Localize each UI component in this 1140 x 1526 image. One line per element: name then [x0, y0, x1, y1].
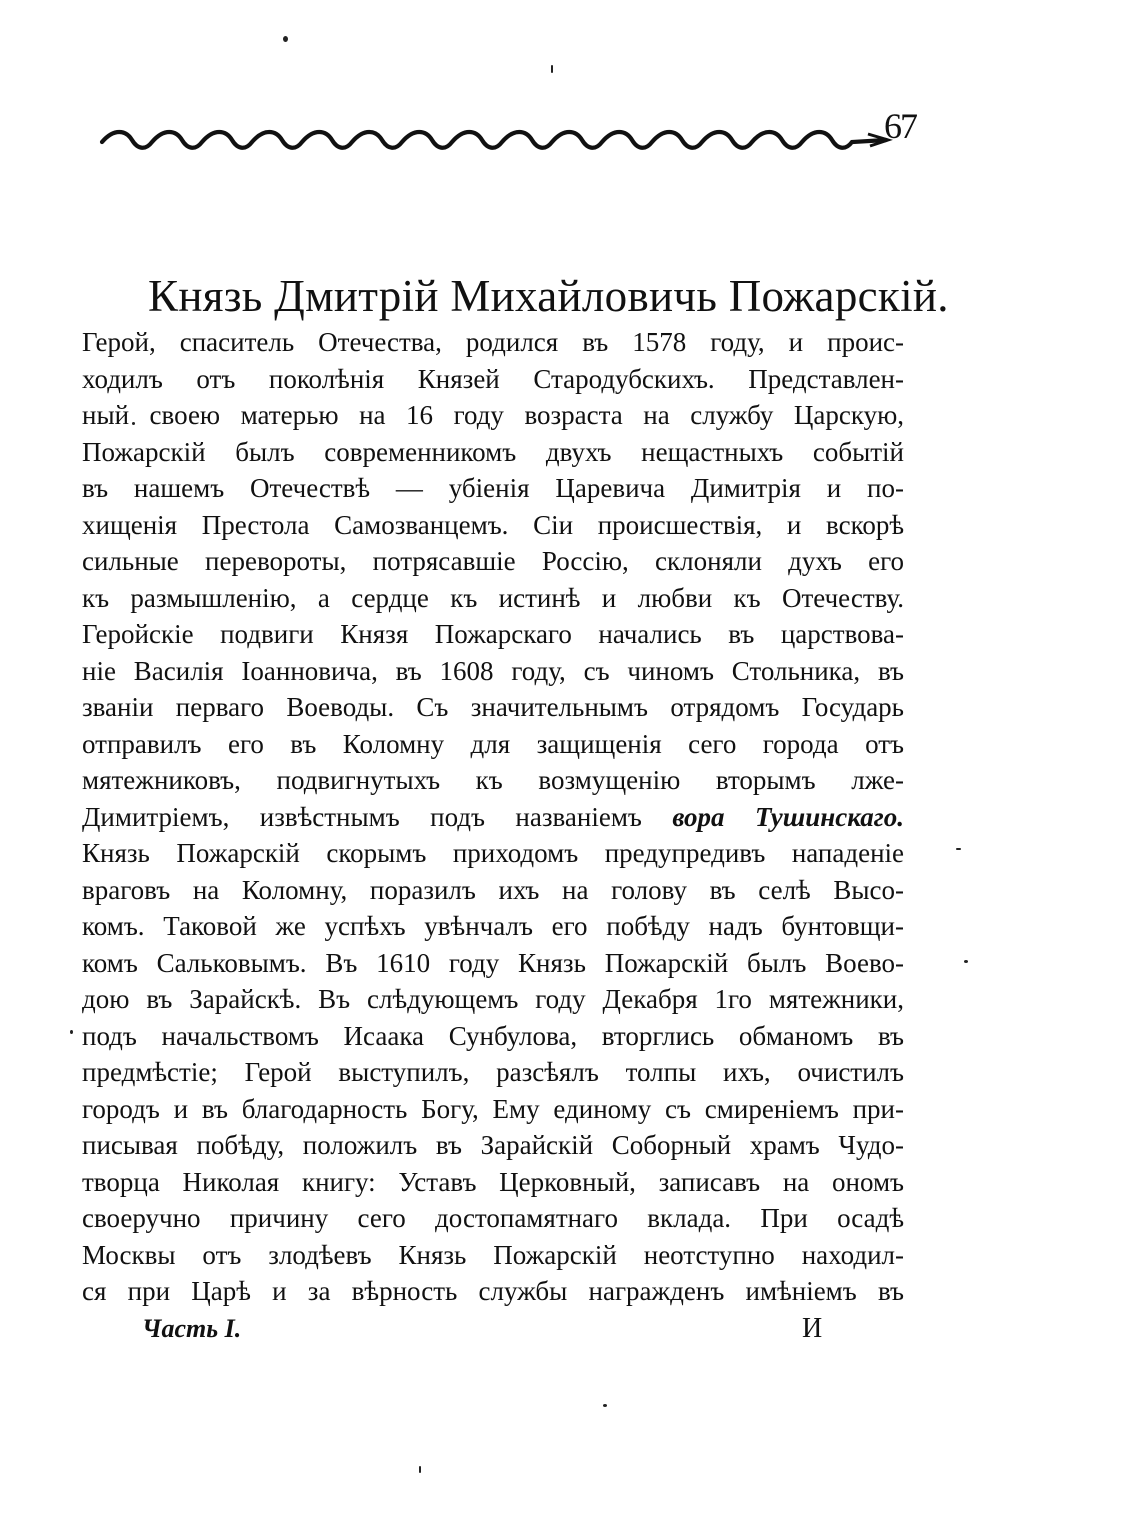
- text-line-content: комъ. Таковой же успѣхъ увѣнчалъ его побѣду надъ бунтовщи-: [82, 911, 904, 941]
- text-line-content: Пожарскій былъ современникомъ двухъ нещастныхъ событій: [82, 436, 904, 467]
- ink-speck: [283, 36, 288, 42]
- text-line-content: предмѣстіе; Герой выступилъ, разсѣялъ толпы ихъ, очистилъ: [82, 1057, 904, 1087]
- text-line-content: ный своею матерью на 16 году возраста на службу Царскую,: [82, 400, 904, 430]
- text-line: [82, 543, 904, 580]
- text-line: [82, 1127, 904, 1164]
- text-line: [82, 1091, 904, 1128]
- ink-speck: [964, 960, 968, 963]
- text-line: [82, 835, 904, 872]
- text-line: [82, 507, 904, 544]
- text-line-content: хищенія Престола Самозванцемъ. Сіи происшествія, и вскорѣ: [82, 509, 904, 540]
- text-line: [82, 1273, 904, 1310]
- text-line-content: творца Николая книгу: Уставъ Церковный, записавъ на ономъ: [82, 1166, 904, 1197]
- ink-speck: [70, 1030, 73, 1034]
- text-line-content: своеручно причину сего достопамятнаго вклада. При осадѣ: [82, 1203, 904, 1233]
- text-line: [82, 1054, 904, 1091]
- text-line: [82, 616, 904, 653]
- text-line-content: Герой, спаситель Отечества, родился въ 1578 году, и проис-: [82, 327, 904, 357]
- text-line-content: званіи перваго Воеводы. Съ значительнымъ отрядомъ Государь: [82, 692, 904, 722]
- text-line-content: писывая побѣду, положилъ въ Зарайскій Соборный храмъ Чудо-: [82, 1130, 904, 1160]
- text-line-content: ся при Царѣ и за вѣрность службы награжденъ имѣніемъ въ: [82, 1276, 904, 1306]
- text-line-content: Геройскіе подвиги Князя Пожарскаго начались въ царствова-: [82, 619, 904, 649]
- text-line: [82, 689, 904, 726]
- signature-mark: И: [802, 1313, 823, 1344]
- text-line-content: Димитріемъ, извѣстнымъ подъ названіемъ: [82, 801, 673, 832]
- page-title: Князь Дмитрій Михайловичь Пожарскій.: [148, 271, 949, 321]
- text-line: [82, 762, 904, 799]
- text-line: [82, 981, 904, 1018]
- text-line: [82, 1200, 904, 1237]
- text-line-content: комъ Сальковымъ. Въ 1610 году Князь Пожарскій былъ Воево-: [82, 947, 904, 978]
- wavy-rule-ornament: [98, 118, 893, 164]
- text-line-content: мятежниковъ, подвигнутыхъ къ возмущенію вторымъ лже-: [82, 765, 904, 795]
- text-line-content: враговъ на Коломну, поразилъ ихъ на голову въ селѣ Высо-: [82, 874, 904, 905]
- text-line: [82, 908, 904, 945]
- text-line-content: отправилъ его въ Коломну для защищенія сего города отъ: [82, 728, 904, 759]
- ink-speck: [956, 848, 961, 850]
- text-line-content: ходилъ отъ поколѣнія Князей Стародубскихъ. Представлен-: [82, 363, 904, 394]
- text-line-content: подъ начальствомъ Исаака Сунбулова, вторглись обманомъ въ: [82, 1020, 904, 1051]
- text-line: [82, 1237, 904, 1274]
- italic-phrase: вора Тушинскаго.: [672, 801, 904, 832]
- text-line-content: городъ и въ благодарность Богу, Ему единому съ смиреніемъ при-: [82, 1093, 904, 1124]
- text-line: [82, 1164, 904, 1201]
- text-line-content: сильные перевороты, потрясавшіе Россію, склоняли духъ его: [82, 546, 904, 576]
- text-line: [82, 945, 904, 982]
- ink-speck: [551, 65, 553, 73]
- text-line: [82, 1018, 904, 1055]
- text-line: [82, 434, 904, 471]
- text-line-content: дою въ Зарайскѣ. Въ слѣдующемъ году Декабря 1го мятежники,: [82, 984, 904, 1014]
- text-line-content: Москвы отъ злодѣевъ Князь Пожарскій неотступно находил-: [82, 1239, 904, 1270]
- page-number: 67: [884, 106, 916, 146]
- text-line: [82, 580, 904, 617]
- text-line: [82, 470, 904, 507]
- text-line: [82, 799, 904, 836]
- text-line: [82, 397, 904, 434]
- text-line-content: въ нашемъ Отечествѣ — убіенія Царевича Димитрія и по-: [82, 473, 904, 503]
- body-text: [82, 324, 904, 1310]
- text-line: [82, 361, 904, 398]
- text-line: [82, 726, 904, 763]
- text-line-content: ніе Василія Іоанновича, въ 1608 году, съ чиномъ Стольника, въ: [82, 655, 904, 686]
- text-line: [82, 872, 904, 909]
- text-line-content: къ размышленію, а сердце къ истинѣ и любви къ Отечеству.: [82, 582, 904, 613]
- text-line: [82, 653, 904, 690]
- text-line-content: Князь Пожарскій скорымъ приходомъ предупредивъ нападеніе: [82, 838, 904, 868]
- footer-part-label: Часть I.: [142, 1314, 242, 1343]
- text-line: [82, 324, 904, 361]
- ink-speck: [603, 1404, 607, 1407]
- ink-speck: [419, 1466, 421, 1473]
